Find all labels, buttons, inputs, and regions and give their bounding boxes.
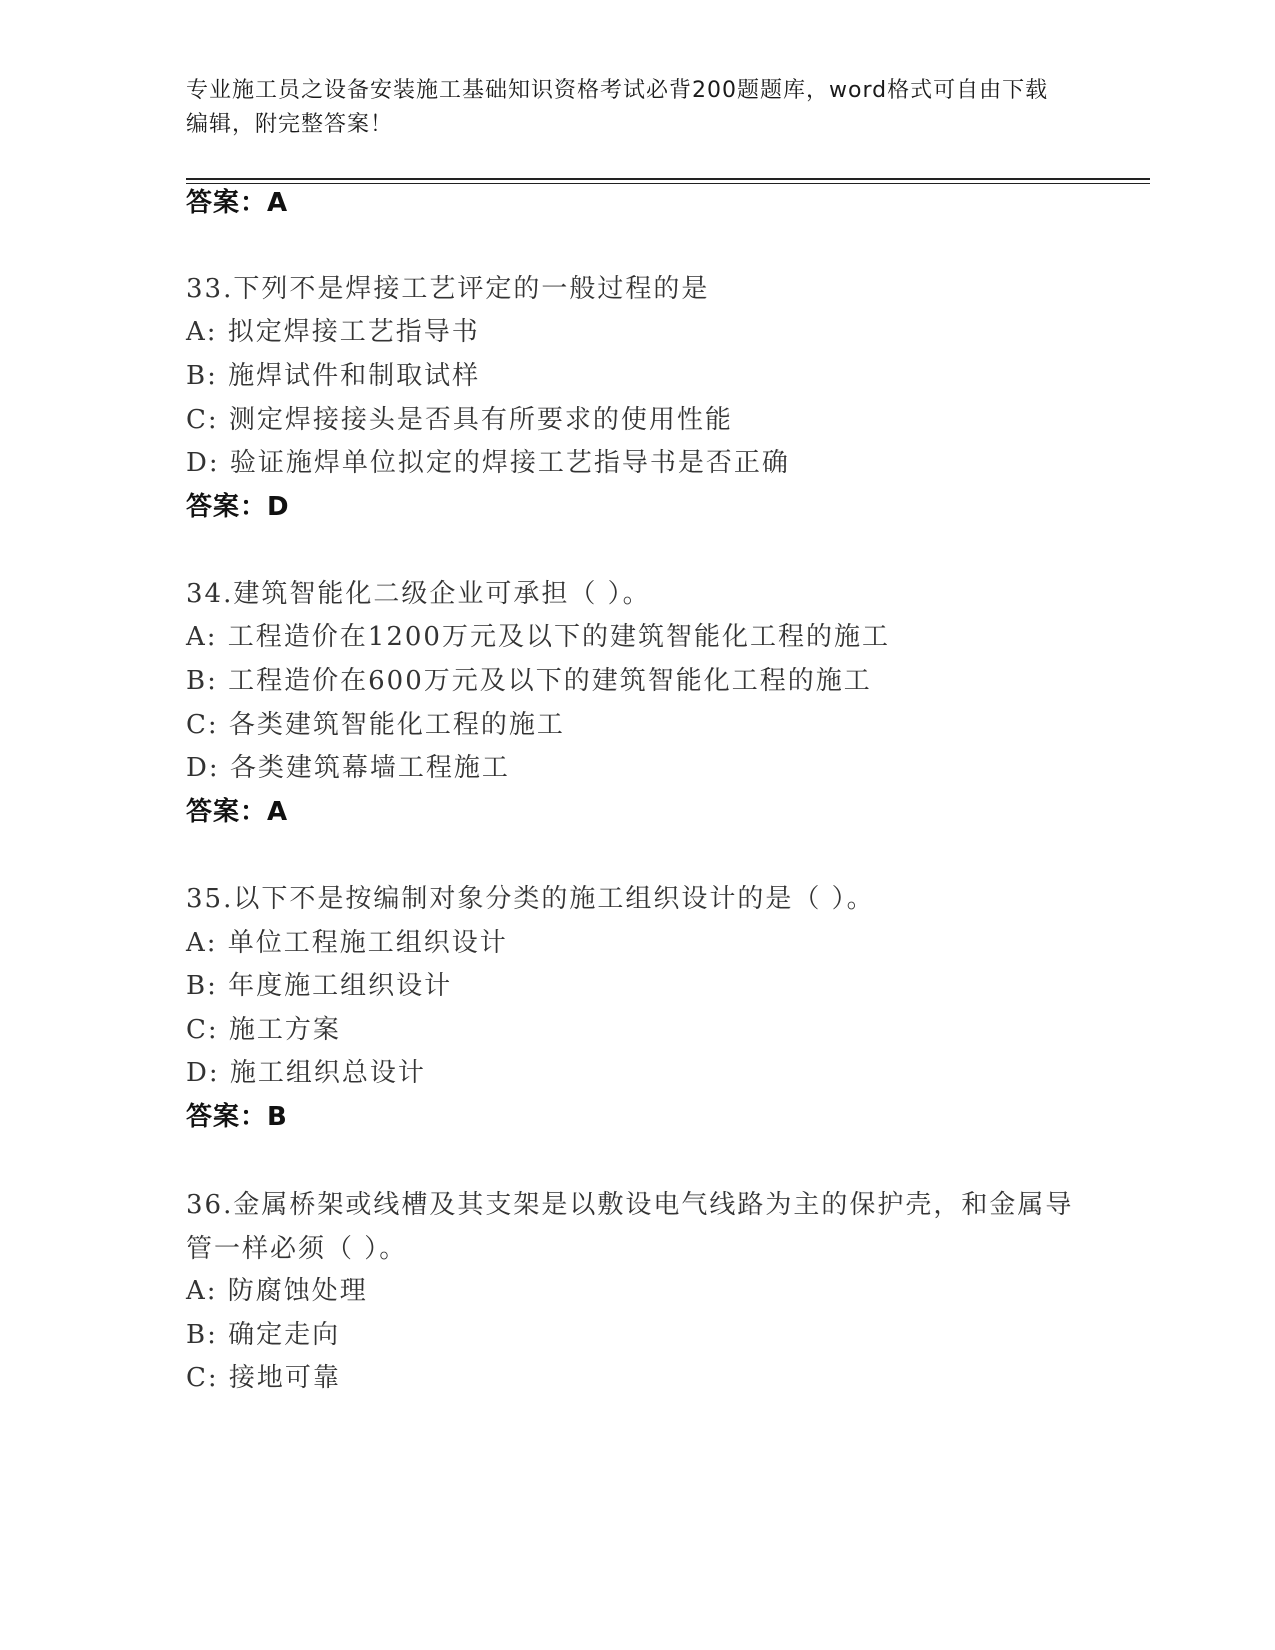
document-header: 专业施工员之设备安装施工基础知识资格考试必背200题题库，word格式可自由下载编辑，附完整答案！ [186, 78, 1049, 137]
question-34-option-d: D: 各类建筑幕墙工程施工 [186, 753, 510, 783]
question-36-stem: 36.金属桥架或线槽及其支架是以敷设电气线路为主的保护壳，和金属导管一样必须（ ）。 [186, 1190, 1074, 1264]
header-divider-thin [186, 183, 1150, 184]
question-35-option-a: A: 单位工程施工组织设计 [186, 928, 508, 958]
answer-33: 答案：D [186, 492, 290, 522]
question-33-option-b: B: 施焊试件和制取试样 [186, 361, 481, 391]
answer-34: 答案：A [186, 797, 289, 827]
question-35-option-b: B: 年度施工组织设计 [186, 971, 453, 1001]
question-35-stem: 35.以下不是按编制对象分类的施工组织设计的是（ ）。 [186, 884, 875, 914]
question-34-option-a: A: 工程造价在1200万元及以下的建筑智能化工程的施工 [186, 622, 890, 652]
question-36-option-b: B: 确定走向 [186, 1320, 341, 1350]
question-33-option-c: C: 测定焊接接头是否具有所要求的使用性能 [186, 405, 733, 435]
header-divider [186, 178, 1150, 180]
answer-35: 答案：B [186, 1102, 288, 1132]
question-35-option-d: D: 施工组织总设计 [186, 1058, 426, 1088]
question-34-option-c: C: 各类建筑智能化工程的施工 [186, 710, 565, 740]
question-34-stem: 34.建筑智能化二级企业可承担（ ）。 [186, 579, 651, 609]
question-36-option-c: C: 接地可靠 [186, 1363, 341, 1393]
question-33-option-a: A: 拟定焊接工艺指导书 [186, 317, 480, 347]
question-33-stem: 33.下列不是焊接工艺评定的一般过程的是 [186, 274, 710, 304]
question-34-option-b: B: 工程造价在600万元及以下的建筑智能化工程的施工 [186, 666, 872, 696]
answer-32: 答案：A [186, 188, 289, 218]
question-35-option-c: C: 施工方案 [186, 1015, 341, 1045]
question-33-option-d: D: 验证施焊单位拟定的焊接工艺指导书是否正确 [186, 448, 790, 478]
question-36-option-a: A: 防腐蚀处理 [186, 1276, 368, 1306]
